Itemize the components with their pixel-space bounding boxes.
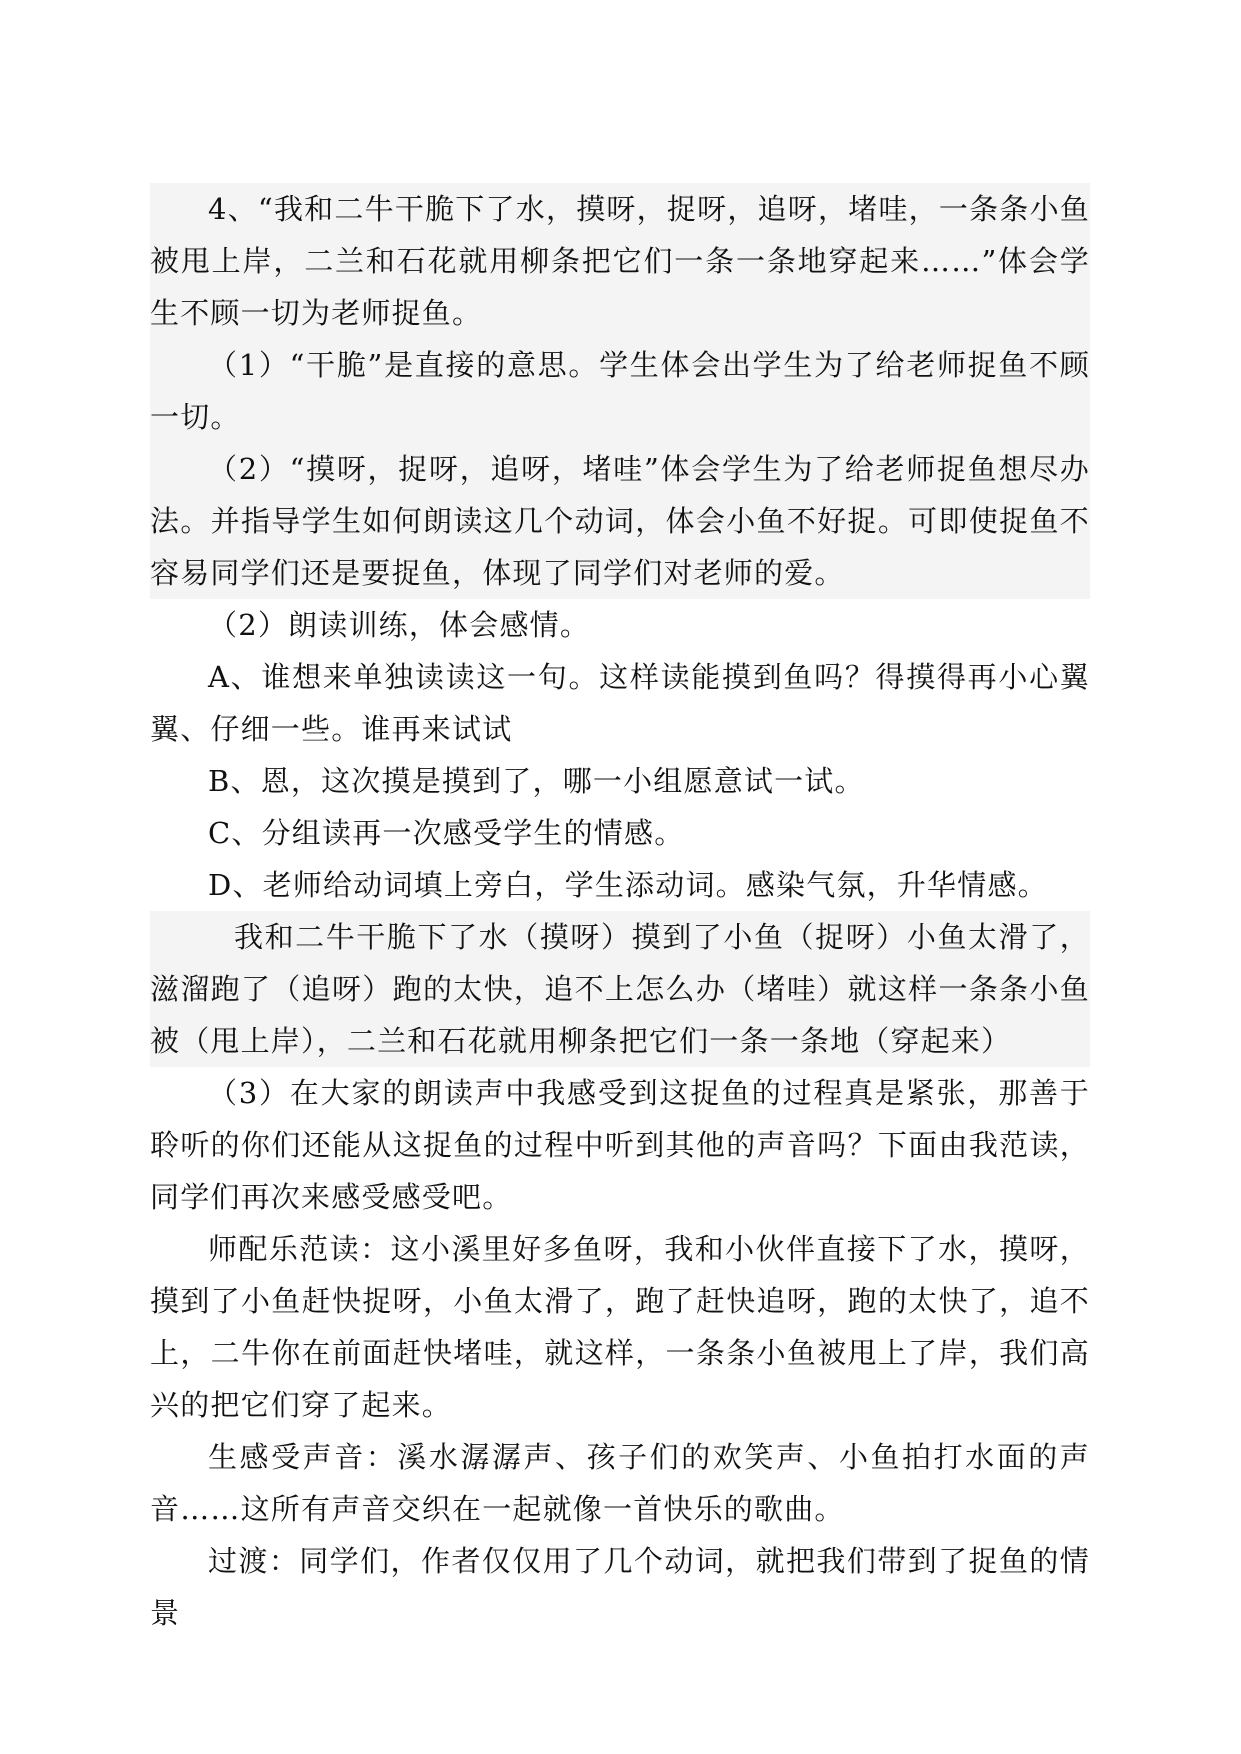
paragraph-ganchui: （1）“干脆”是直接的意思。学生体会出学生为了给老师捉鱼不顾一切。 (150, 339, 1090, 443)
paragraph-teacher-reading: 师配乐范读：这小溪里好多鱼呀，我和小伙伴直接下了水，摸呀，摸到了小鱼赶快捉呀，小鱼太滑了，跑了赶快追呀，跑的太快了，追不上，二牛你在前面赶快堵哇，就这样，一条条小鱼被甩上了岸，我们高兴的把它们穿了起来。 (150, 1232, 1090, 1422)
paragraph-d: D、老师给动词填上旁白，学生添动词。感染气氛，升华情感。 (208, 868, 1048, 902)
paragraph-verbs: （2）“摸呀，捉呀，追呀，堵哇”体会学生为了给老师捉鱼想尽办法。并指导学生如何朗读这几个动词，体会小鱼不好捉。可即使捉鱼不容易同学们还是要捉鱼，体现了同学们对老师的爱。 (150, 443, 1090, 599)
paragraph-3-listen: （3）在大家的朗读声中我感受到这捉鱼的过程真是紧张，那善于聆听的你们还能从这捉鱼的过程中听到其他的声音吗？下面由我范读，同学们再次来感受感受吧。 (150, 1076, 1090, 1214)
paragraph-4-quote: 4、“我和二牛干脆下了水，摸呀，捉呀，追呀，堵哇，一条条小鱼被甩上岸，二兰和石花就用柳条把它们一条一条地穿起来……”体会学生不顾一切为老师捉鱼。 (150, 183, 1090, 339)
paragraph-fill-verbs: 我和二牛干脆下了水（摸呀）摸到了小鱼（捉呀）小鱼太滑了，滋溜跑了（追呀）跑的太快，追不上怎么办（堵哇）就这样一条条小鱼被（甩上岸），二兰和石花就用柳条把它们一条一条地（穿起来） (150, 911, 1090, 1067)
document-page (150, 183, 1090, 1639)
paragraph-transition: 过渡：同学们，作者仅仅用了几个动词，就把我们带到了捉鱼的情景 (150, 1544, 1090, 1630)
paragraph-student-sounds: 生感受声音：溪水潺潺声、孩子们的欢笑声、小鱼拍打水面的声音……这所有声音交织在一起就像一首快乐的歌曲。 (150, 1440, 1090, 1526)
paragraph-b: B、恩，这次摸是摸到了，哪一小组愿意试一试。 (208, 764, 865, 798)
paragraph-a: A、谁想来单独读读这一句。这样读能摸到鱼吗？得摸得再小心翼翼、仔细一些。谁再来试试 (150, 660, 1090, 746)
paragraph-c: C、分组读再一次感受学生的情感。 (208, 816, 685, 850)
paragraph-reading-training: （2）朗读训练，体会感情。 (208, 608, 591, 642)
